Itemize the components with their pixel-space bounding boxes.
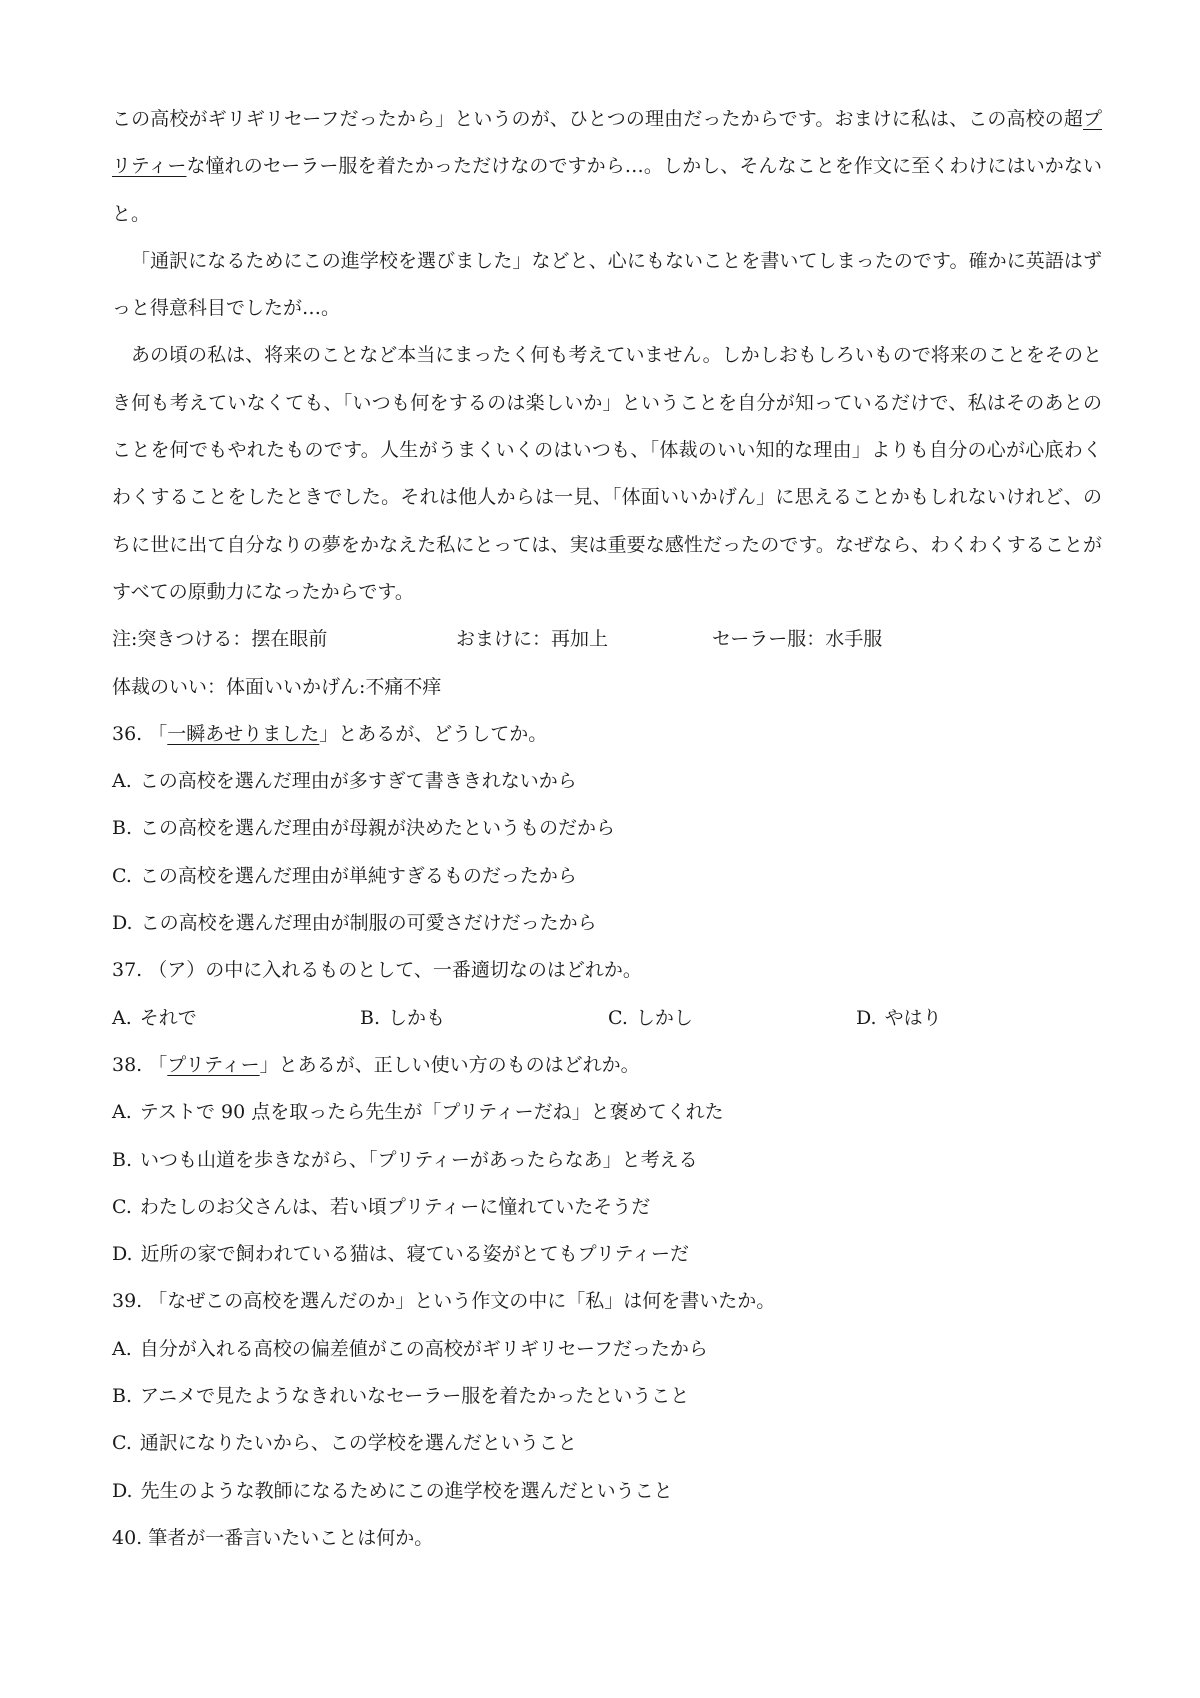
- underlined-word: プリティー: [112, 108, 1102, 178]
- question-37: [112, 947, 1102, 994]
- vocab-note: 体裁のいい：体面いいかげん:不痛不痒: [112, 675, 442, 698]
- option-b: B. アニメで見たようなきれいなセーラー服を着たかったということ: [112, 1385, 690, 1408]
- question-text: 筆者が一番言いたいことは何か。: [148, 1526, 434, 1549]
- option-a: A. それで: [112, 1006, 197, 1029]
- underlined-phrase: プリティー: [167, 1053, 260, 1076]
- vocab-note: 注:突きつける：摆在眼前: [112, 628, 328, 651]
- option-a: A. テストで 90 点を取ったら先生が「プリティーだね」と褒めてくれた: [112, 1101, 724, 1124]
- option-d: D. 先生のような教師になるためにこの進学校を選んだということ: [112, 1479, 673, 1502]
- question-text: 「なぜこの高校を選んだのか」という作文の中に「私」は何を書いたか。: [148, 1290, 776, 1313]
- vocab-note: おまけに：再加上: [456, 628, 609, 651]
- question-39: [112, 1278, 1102, 1325]
- passage-paragraph-1: [112, 96, 1102, 238]
- option-b: B. しかも: [360, 1006, 446, 1029]
- passage-text: この高校がギリギリセーフだったから」というのが、ひとつの理由だったからです。おまけに私は、この高校の超: [112, 108, 1083, 130]
- question-38: 38. 「プリティー」とあるが、正しい使い方のものはどれか。: [112, 1053, 640, 1076]
- option-d: D. この高校を選んだ理由が制服の可愛さだけだったから: [112, 912, 597, 935]
- option-c: C. 通訳になりたいから、この学校を選んだということ: [112, 1432, 577, 1455]
- question-40: [112, 1515, 1102, 1562]
- option-a: A. 自分が入れる高校の偏差値がこの高校がギリギリセーフだったから: [112, 1337, 708, 1360]
- vocab-notes-row: [112, 616, 1102, 663]
- option-d: D. 近所の家で飼われている猫は、寝ている姿がとてもプリティーだ: [112, 1243, 689, 1266]
- option-d: D. やはり: [856, 1006, 942, 1029]
- question-number: 40.: [112, 1526, 143, 1549]
- exam-page: [112, 96, 1102, 1562]
- options-row: [112, 995, 1102, 1042]
- question-number: 37.: [112, 959, 143, 982]
- option-c: C. この高校を選んだ理由が単純すぎるものだったから: [112, 864, 577, 887]
- question-number: 38.: [112, 1053, 143, 1076]
- underlined-phrase: 一瞬あせりました: [167, 722, 320, 745]
- option-c: C. わたしのお父さんは、若い頃プリティーに憧れていたそうだ: [112, 1195, 651, 1218]
- question-number: 39.: [112, 1290, 143, 1313]
- question-36: 36. 「一瞬あせりました」とあるが、どうしてか。: [112, 722, 548, 745]
- option-c: C. しかし: [608, 1006, 693, 1029]
- question-text: （ア）の中に入れるものとして、一番適切なのはどれか。: [148, 959, 642, 982]
- question-number: 36.: [112, 722, 143, 745]
- option-b: B. いつも山道を歩きながら、「プリティーがあったらなあ」と考える: [112, 1148, 698, 1171]
- passage-paragraph-3: あの頃の私は、将来のことなど本当にまったく何も考えていません。しかしおもしろいもので将来のことをそのとき何も考えていなくても、「いつも何をするのは楽しいか」ということを自分が知っているだけで、私はそのあとのことを何でもやれたものです。人生がうまくいくのはいつも、「体裁のいい知的な理由」よりも自分の心が心底わくわくすることをしたときでした。それは他人からは一見、「体面いいかげん」に思えることかもしれないけれど、のちに世に出て自分なりの夢をかなえた私にとっては、実は重要な感性だったのです。なぜなら、わくわくすることがすべての原動力になったからです。: [112, 344, 1102, 603]
- option-b: B. この高校を選んだ理由が母親が決めたというものだから: [112, 817, 616, 840]
- vocab-notes-row: [112, 664, 1102, 711]
- passage-text: な憧れのセーラー服を着たかっただけなのですから…。しかし、そんなことを作文に至くわけにはいかないと。: [112, 155, 1102, 225]
- passage-paragraph-2: 「通訳になるためにこの進学校を選びました」などと、心にもないことを書いてしまったのです。確かに英語はずっと得意科目でしたが…。: [112, 249, 1102, 320]
- option-a: A. この高校を選んだ理由が多すぎて書ききれないから: [112, 770, 577, 793]
- vocab-note: セーラー服：水手服: [712, 628, 883, 651]
